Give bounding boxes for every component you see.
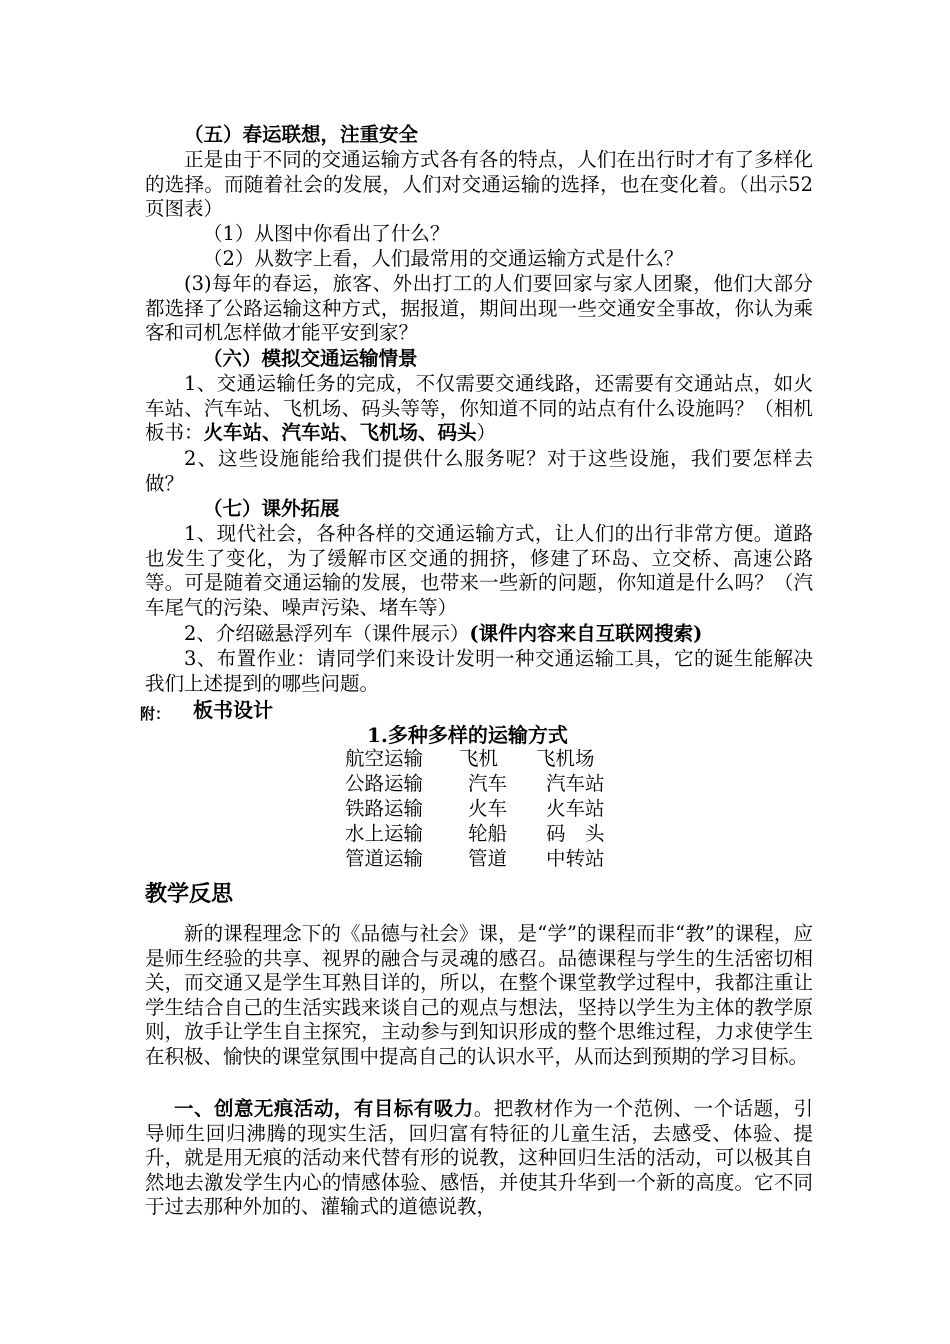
board-design-label: 板书设计 [193, 698, 273, 722]
section-5-question-1: （1）从图中你看出了什么？ [203, 222, 450, 245]
board-row [345, 847, 645, 872]
section-6-text: 1、交通运输任务的完成，不仅需要交通线路，还需要有交通站点，如火车站、汽车站、飞机场、码头等等，你知道不同的站点有什么设施吗？（相机板书： [145, 372, 813, 445]
section-7-paragraph-2 [145, 622, 813, 647]
reflection-point-1-text: 。把教材作为一个范例、一个话题，引导师生回归沸腾的现实生活，回归富有特征的儿童生活，去感受、体验、提升，就是用无痕的活动来代替有形的说教，这种回归生活的活动，可以极其自然地去激发学生内心的情感体验、感悟，并使其升华到一个新的高度。它不同于过去那种外加的、灌输式的道德说教， [145, 1097, 813, 1219]
section-5-paragraph: 正是由于不同的交通运输方式各有各的特点，人们在出行时才有了多样化的选择。而随着社会的发展，人们对交通运输的选择，也在变化着。（出示52页图表） [145, 148, 813, 221]
board-mode: 航空运输 [345, 747, 424, 770]
section-7-heading: （七）课外拓展 [203, 497, 340, 520]
section-5-heading: （五）春运联想，注重安全 [184, 123, 419, 146]
section-6-paragraph-1 [145, 372, 813, 446]
board-mode: 公路运输 [345, 772, 424, 795]
section-6-text-end: ） [476, 421, 497, 445]
appendix-prefix: 附： [140, 705, 171, 723]
board-vehicle: 管道 [468, 847, 508, 870]
board-vehicle: 汽车 [468, 772, 508, 795]
section-5-question-3: (3)每年的春运，旅客、外出打工的人们要回家与家人团聚，他们大部分都选择了公路运输这种方式，据报道，期间出现一些交通安全事故，你认为乘客和司机怎样做才能平安到家？ [145, 272, 813, 345]
board-mode: 水上运输 [345, 822, 424, 845]
board-note-stations: 火车站、汽车站、飞机场、码头 [203, 421, 477, 445]
section-6-heading: （六）模拟交通运输情景 [203, 347, 418, 370]
board-vehicle: 飞机 [459, 747, 499, 770]
source-note: (课件内容来自互联网搜索) [469, 622, 703, 645]
board-row [345, 797, 645, 822]
board-row [345, 822, 645, 847]
board-row [345, 747, 645, 772]
section-5-question-2: （2）从数字上看，人们最常用的交通运输方式是什么？ [203, 247, 684, 270]
section-7-paragraph-3: 3、布置作业：请同学们来设计发明一种交通运输工具，它的诞生能解决我们上述提到的哪些问题。 [145, 647, 813, 695]
board-station: 汽车站 [546, 772, 605, 795]
board-mode: 铁路运输 [345, 797, 424, 820]
board-station: 飞机场 [536, 747, 595, 770]
section-7-paragraph-1: 1、现代社会，各种各样的交通运输方式，让人们的出行非常方便。道路也发生了变化，为了缓解市区交通的拥挤，修建了环岛、立交桥、高速公路等。可是随着交通运输的发展，也带来一些新的问题，你知道是什么吗？（汽车尾气的污染、噪声污染、堵车等） [145, 522, 813, 619]
board-vehicle: 轮船 [468, 822, 508, 845]
board-station: 码 头 [546, 822, 605, 845]
reflection-point-1: 一、创意无痕活动，有目标有吸力 [174, 1097, 474, 1120]
reflection-title: 教学反思 [145, 881, 234, 907]
reflection-paragraph-2 [145, 1097, 813, 1220]
board-vehicle: 火车 [468, 797, 508, 820]
board-title: 1.多种多样的运输方式 [367, 723, 568, 747]
board-row [345, 772, 645, 797]
board-mode: 管道运输 [345, 847, 424, 870]
board-station: 中转站 [546, 847, 605, 870]
section-6-paragraph-2: 2、这些设施能给我们提供什么服务呢？对于这些设施，我们要怎样去做？ [145, 447, 813, 495]
section-7-text: 2、介绍磁悬浮列车（课件展示） [184, 622, 470, 645]
board-station: 火车站 [546, 797, 605, 820]
reflection-paragraph-1: 新的课程理念下的《品德与社会》课，是“学”的课程而非“教”的课程，应是师生经验的共享、视界的融合与灵魂的感召。品德课程与学生的生活密切相关，而交通又是学生耳熟目详的，所以，在整个课堂教学过程中，我都注重让学生结合自己的生活实践来谈自己的观点与想法，坚持以学生为主体的教学原则，放手让学生自主探究，主动参与到知识形成的整个思维过程，力求使学生在积极、愉快的课堂氛围中提高自己的认识水平，从而达到预期的学习目标。 [145, 922, 813, 1068]
